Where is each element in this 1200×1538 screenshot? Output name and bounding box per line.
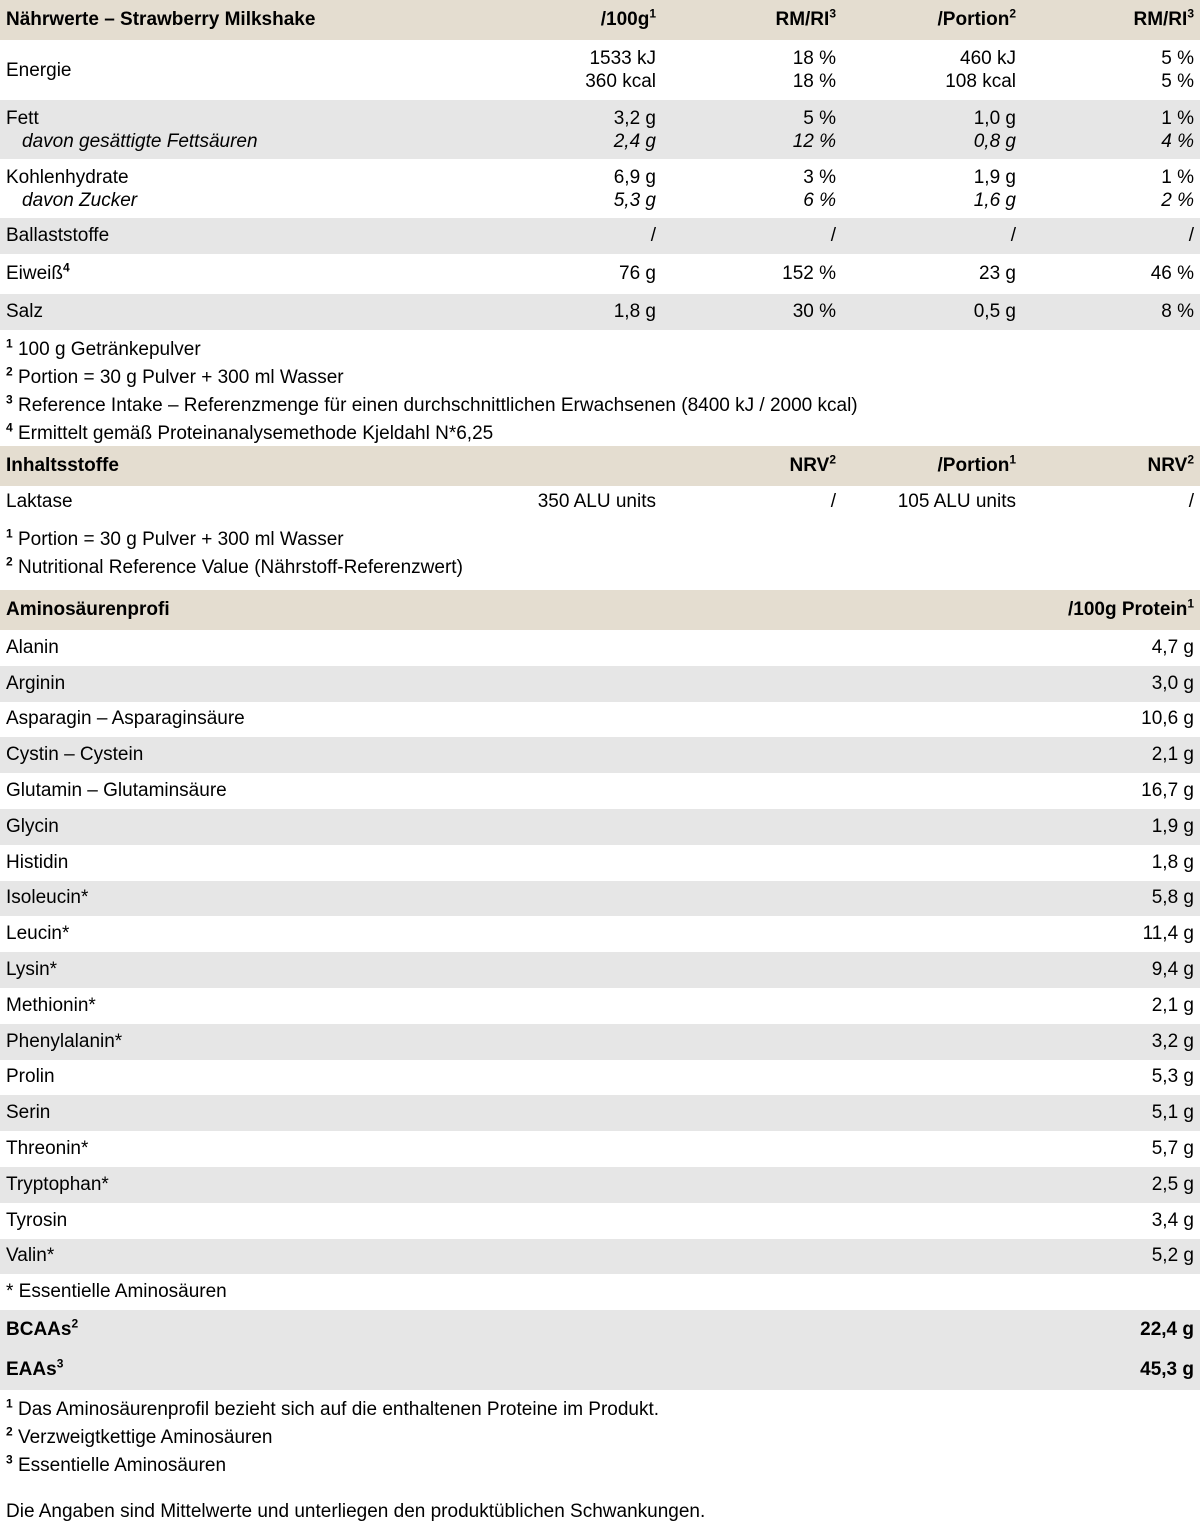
nutrition-row-kohlenhydrate <box>0 159 1200 218</box>
amino-name: Valin* <box>6 1245 55 1267</box>
amino-value: 3,4 g <box>1151 1209 1194 1231</box>
amino-value: 9,4 g <box>1151 959 1194 981</box>
value: 12 % <box>792 130 836 152</box>
header-rmri-portion: $RM/RI^3$ <box>1133 6 1194 30</box>
nutrition-header-row <box>0 0 1200 40</box>
footnote: $^2$ Nutritional Reference Value (Nährstoff-Referenzwert) <box>6 554 463 578</box>
footnote: $^2$ Portion = 30 g Pulver + 300 ml Wasser <box>6 364 344 388</box>
footnote: $^1$ 100 g Getränkepulver <box>6 336 201 360</box>
value: 4 % <box>1161 130 1194 152</box>
amino-name: Alanin <box>6 636 59 658</box>
amino-name: Glycin <box>6 815 59 837</box>
amino-row <box>0 1024 1200 1060</box>
amino-list <box>0 630 1200 1274</box>
nutrient-label: Kohlenhydrate <box>6 166 129 188</box>
amino-footnotes <box>0 1390 1200 1480</box>
value: 1 % <box>1161 166 1194 188</box>
nutrient-label: Ballaststoffe <box>6 225 110 246</box>
nutrition-row-ballaststoffe <box>0 218 1200 254</box>
footnote: $^1$ Portion = 30 g Pulver + 300 ml Wasser <box>6 526 344 550</box>
amino-name: Tyrosin <box>6 1209 68 1231</box>
amino-name: Lysin* <box>6 959 58 981</box>
value: 152 % <box>782 263 836 284</box>
nutrition-row-salz <box>0 294 1200 330</box>
value: 108 kcal <box>945 71 1016 92</box>
nutrition-title: Nährwerte – Strawberry Milkshake <box>6 9 316 30</box>
value: 1,6 g <box>973 189 1016 211</box>
value: 1,8 g <box>613 301 656 322</box>
ingredient-row-laktase <box>0 486 1200 518</box>
value: 46 % <box>1150 263 1194 284</box>
amino-title: Aminosäurenprofi <box>6 599 170 620</box>
value: 5,3 g <box>613 189 656 211</box>
value: 350 ALU units <box>537 491 656 512</box>
amino-row <box>0 1203 1200 1239</box>
value: 23 g <box>979 263 1016 284</box>
amino-value: 5,7 g <box>1151 1138 1194 1160</box>
header-per-portion: /Portion$^1$ <box>937 452 1016 476</box>
amino-row <box>0 1060 1200 1096</box>
amino-name: Prolin <box>6 1066 55 1088</box>
amino-value: 11,4 g <box>1142 923 1194 945</box>
value: 460 kJ <box>960 48 1016 69</box>
value: 2,4 g <box>613 130 656 152</box>
amino-value: 3,0 g <box>1151 672 1194 694</box>
amino-name: Leucin* <box>6 923 70 945</box>
disclaimer: Die Angaben sind Mittelwerte und unterliegen den produktüblichen Schwankungen. <box>6 1501 706 1523</box>
nutrient-label: Salz <box>6 301 43 322</box>
header-per-100g: $/100g^1$ <box>600 6 656 30</box>
essential-note-text: * Essentielle Aminosäuren <box>6 1281 227 1303</box>
header-rmri-100g: $RM/RI^3$ <box>775 6 836 30</box>
value: 360 kcal <box>585 71 656 92</box>
nutrition-row-eiweiss <box>0 254 1200 294</box>
footnote: $^3$ Reference Intake – Referenzmenge für einen durchschnittlichen Erwachsenen (8400 kJ / 2000 kcal) <box>6 392 858 416</box>
header-per-portion: /Portion$^2$ <box>937 6 1016 30</box>
value: 76 g <box>619 263 656 284</box>
value: 18 % <box>792 71 836 92</box>
amino-name: Asparagin – Asparaginsäure <box>6 708 245 730</box>
amino-row <box>0 773 1200 809</box>
amino-row <box>0 952 1200 988</box>
amino-row <box>0 809 1200 845</box>
value: / <box>650 225 656 246</box>
value: / <box>1010 225 1016 246</box>
total-row-bcaas <box>0 1310 1200 1350</box>
nutrient-label: Eiweiß$^4$ <box>6 260 70 284</box>
value: 1533 kJ <box>589 48 656 69</box>
nutrient-sublabel: davon gesättigte Fettsäuren <box>22 130 258 152</box>
value: 30 % <box>792 301 836 322</box>
total-label: BCAAs$^2$ <box>6 1317 79 1341</box>
amino-row <box>0 630 1200 666</box>
total-value: 45,3 g <box>1140 1359 1194 1381</box>
nutrition-row-energie <box>0 40 1200 100</box>
amino-name: Cystin – Cystein <box>6 744 144 766</box>
value: 6 % <box>803 189 836 211</box>
amino-row <box>0 1131 1200 1167</box>
nutrition-footnotes <box>0 330 1200 446</box>
value: 18 % <box>792 48 836 69</box>
amino-value: 5,3 g <box>1151 1066 1194 1088</box>
amino-row <box>0 988 1200 1024</box>
amino-value: 16,7 g <box>1141 780 1194 802</box>
value: 8 % <box>1161 301 1194 322</box>
value: / <box>1188 491 1194 512</box>
ingredient-label: Laktase <box>6 491 73 512</box>
value: 1 % <box>1161 107 1194 129</box>
amino-row <box>0 737 1200 773</box>
amino-name: Methionin* <box>6 994 96 1016</box>
amino-value: 5,1 g <box>1151 1102 1194 1124</box>
amino-row <box>0 916 1200 952</box>
value: 5 % <box>1161 71 1194 92</box>
value: 3 % <box>803 166 836 188</box>
value: 0,5 g <box>973 301 1016 322</box>
header-nrv-portion: NRV$^2$ <box>1147 452 1194 476</box>
amino-name: Arginin <box>6 672 66 694</box>
footnote: $^2$ Verzweigtkettige Aminosäuren <box>6 1425 273 1449</box>
amino-value: 4,7 g <box>1151 636 1194 658</box>
ingredients-footnotes <box>0 518 1200 590</box>
amino-value: 10,6 g <box>1141 708 1194 730</box>
amino-name: Histidin <box>6 851 69 873</box>
value: 1,9 g <box>973 166 1016 188</box>
ingredients-title: Inhaltsstoffe <box>6 455 119 476</box>
footnote: $^1$ Das Aminosäurenprofil bezieht sich auf die enthaltenen Proteine im Produkt. <box>6 1397 660 1421</box>
value: 2 % <box>1161 189 1194 211</box>
ingredients-header-row <box>0 446 1200 486</box>
nutrient-sublabel: davon Zucker <box>22 189 138 211</box>
value: 1,0 g <box>973 107 1016 129</box>
value: 105 ALU units <box>897 491 1016 512</box>
amino-row <box>0 702 1200 738</box>
amino-name: Phenylalanin* <box>6 1030 123 1052</box>
value: / <box>830 491 836 512</box>
amino-name: Threonin* <box>6 1138 89 1160</box>
amino-row <box>0 666 1200 702</box>
total-row-eaas <box>0 1350 1200 1390</box>
amino-name: Serin <box>6 1102 51 1124</box>
header-nrv: NRV$^2$ <box>789 452 836 476</box>
value: / <box>830 225 836 246</box>
nutrient-label: Energie <box>6 59 72 81</box>
amino-name: Tryptophan* <box>6 1173 109 1195</box>
footnote: $^4$ Ermittelt gemäß Proteinanalysemethode Kjeldahl N*6,25 <box>6 420 494 444</box>
value: 6,9 g <box>613 166 656 188</box>
amino-value: 3,2 g <box>1151 1030 1194 1052</box>
amino-value: 2,1 g <box>1151 994 1194 1016</box>
amino-value: 2,1 g <box>1151 744 1194 766</box>
total-value: 22,4 g <box>1140 1319 1194 1341</box>
amino-value: 2,5 g <box>1151 1173 1194 1195</box>
amino-value: 5,8 g <box>1151 887 1194 909</box>
amino-row <box>0 1239 1200 1275</box>
amino-name: Isoleucin* <box>6 887 89 909</box>
value: / <box>1188 225 1194 246</box>
amino-row <box>0 845 1200 881</box>
value: 3,2 g <box>613 107 656 129</box>
amino-row <box>0 881 1200 917</box>
value: 0,8 g <box>973 130 1016 152</box>
header-per-100g-protein: /100g Protein$^1$ <box>1067 596 1194 620</box>
amino-row <box>0 1167 1200 1203</box>
value: 5 % <box>803 107 836 129</box>
essential-note <box>0 1274 1200 1310</box>
amino-value: 5,2 g <box>1151 1245 1194 1267</box>
amino-value: 1,8 g <box>1151 851 1194 873</box>
amino-header-row <box>0 590 1200 630</box>
amino-name: Glutamin – Glutaminsäure <box>6 780 227 802</box>
footnote: $^3$ Essentielle Aminosäuren <box>6 1453 227 1477</box>
nutrient-label: Fett <box>6 107 39 129</box>
amino-row <box>0 1095 1200 1131</box>
amino-value: 1,9 g <box>1151 815 1194 837</box>
nutrition-row-fett <box>0 100 1200 159</box>
value: 5 % <box>1161 48 1194 69</box>
total-label: EAAs$^3$ <box>6 1357 64 1381</box>
